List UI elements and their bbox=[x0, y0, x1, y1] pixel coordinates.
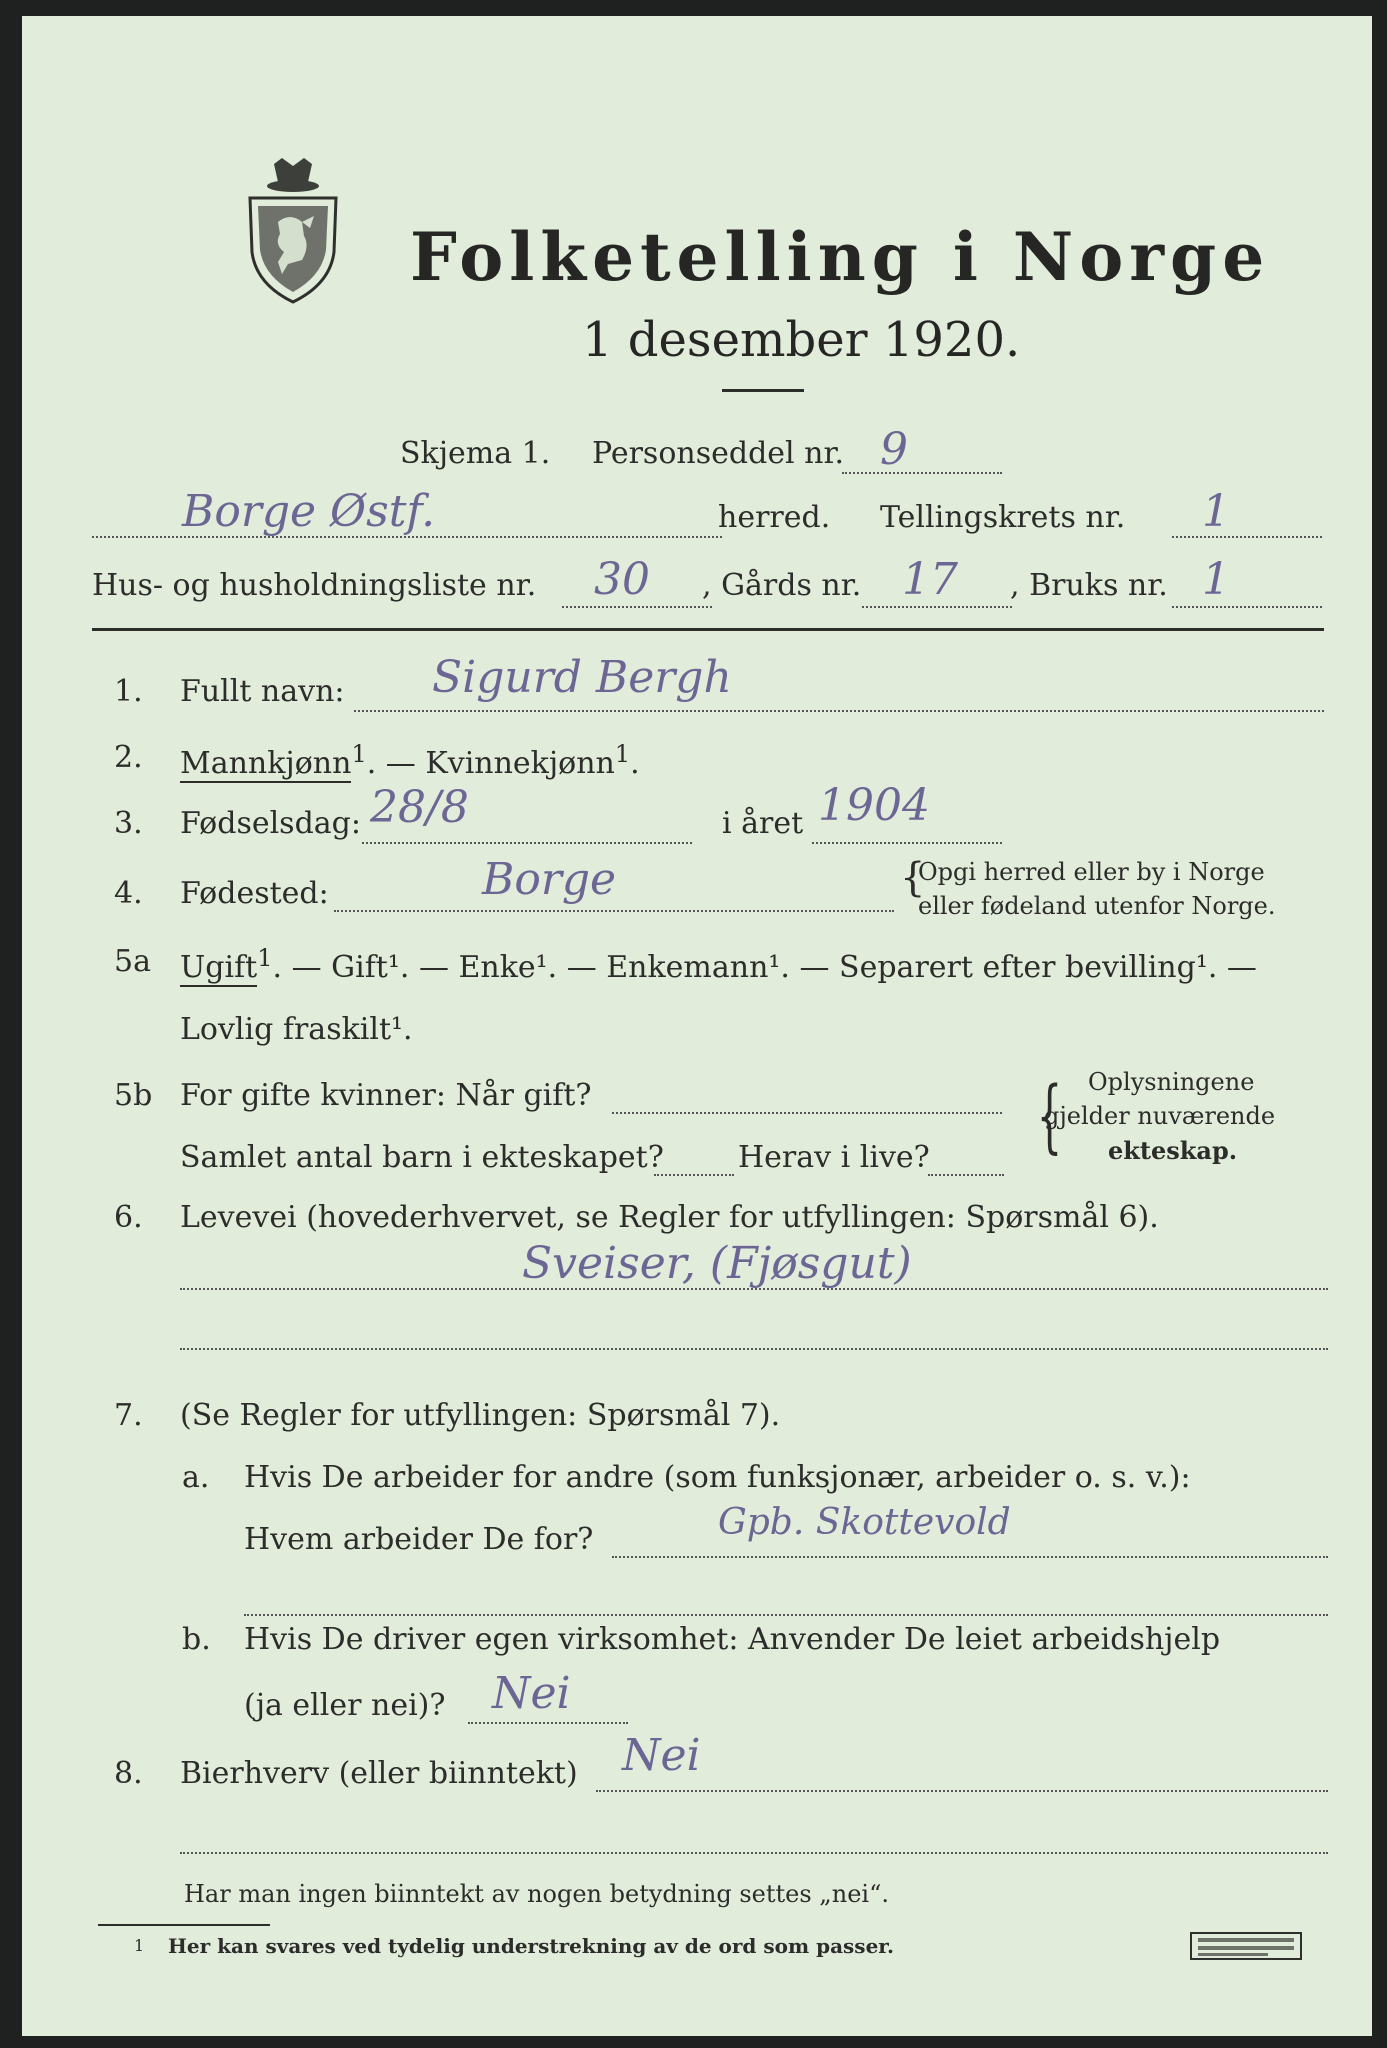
printer-stamp-icon bbox=[1190, 1932, 1302, 1960]
q7b-line2: (ja eller nei)? bbox=[244, 1688, 446, 1723]
q2-female-option: Kvinnekjønn bbox=[425, 746, 615, 781]
q1-answer: Sigurd Bergh bbox=[432, 652, 732, 703]
q4-answer: Borge bbox=[482, 854, 617, 905]
q5b-note-brace: { bbox=[1036, 1069, 1063, 1162]
q7-label: (Se Regler for utfyllingen: Spørsmål 7). bbox=[180, 1398, 781, 1433]
q5a-line2: Lovlig fraskilt¹. bbox=[180, 1012, 413, 1047]
q3-line bbox=[362, 842, 692, 844]
biinntekt-note: Har man ingen biinntekt av nogen betydning settes „nei“. bbox=[184, 1880, 889, 1908]
q3-year-label: i året bbox=[722, 806, 804, 841]
skjema-label: Skjema 1. bbox=[400, 436, 551, 471]
q1-label: Fullt navn: bbox=[180, 674, 345, 709]
q7-number: 7. bbox=[114, 1398, 143, 1433]
q4-note-line1: Opgi herred eller by i Norge bbox=[918, 858, 1265, 886]
q7b-line1: Hvis De driver egen virksomhet: Anvender De leiet arbeidshjelp bbox=[244, 1622, 1221, 1657]
q7a-answer-line bbox=[612, 1556, 1328, 1558]
q1-line bbox=[354, 710, 1324, 712]
q5b-line1-dots bbox=[612, 1112, 1002, 1114]
header-rule bbox=[92, 628, 1324, 631]
q5a-number: 5a bbox=[114, 944, 151, 979]
tellingskrets-label: Tellingskrets nr. bbox=[880, 500, 1126, 535]
q5b-line2a: Samlet antal barn i ekteskapet? bbox=[180, 1140, 664, 1175]
q6-label: Levevei (hovederhvervet, se Regler for utfyllingen: Spørsmål 6). bbox=[180, 1200, 1159, 1235]
q8-answer-line bbox=[596, 1790, 1328, 1792]
title-divider bbox=[722, 389, 804, 392]
q8-number: 8. bbox=[114, 1756, 143, 1791]
q4-note-brace: { bbox=[900, 855, 926, 901]
gards-value: 17 bbox=[902, 554, 958, 605]
q7a-line1: Hvis De arbeider for andre (som funksjonær, arbeider o. s. v.): bbox=[244, 1460, 1191, 1495]
bruks-value: 1 bbox=[1202, 554, 1230, 605]
q7b-answer-line bbox=[468, 1722, 628, 1724]
q5b-line2a-dots bbox=[654, 1174, 734, 1176]
q5b-line1: For gifte kvinner: Når gift? bbox=[180, 1078, 592, 1113]
q5b-note3: ekteskap. bbox=[1108, 1136, 1238, 1165]
q5a-options bbox=[180, 944, 1257, 985]
q2-male-option: Mannkjønn bbox=[180, 746, 352, 781]
footnote-rule bbox=[98, 1924, 270, 1926]
q3-answer: 28/8 bbox=[370, 782, 469, 833]
tellingskrets-line bbox=[1172, 536, 1322, 538]
footnote-number: 1 bbox=[134, 1936, 145, 1955]
q2-options bbox=[180, 740, 640, 781]
q2-end: . bbox=[630, 746, 640, 781]
q7a-letter: a. bbox=[182, 1460, 210, 1495]
personseddel-value: 9 bbox=[880, 424, 908, 475]
census-date: 1 desember 1920. bbox=[582, 312, 1021, 368]
q6-answer: Sveiser, (Fjøsgut) bbox=[522, 1238, 912, 1289]
gards-label: , Gårds nr. bbox=[702, 568, 862, 603]
gards-line bbox=[862, 606, 1012, 608]
q2-sup-1: 1 bbox=[351, 740, 367, 768]
q4-label: Fødested: bbox=[180, 876, 329, 911]
hus-label: Hus- og husholdningsliste nr. bbox=[92, 568, 537, 603]
q2-number: 2. bbox=[114, 740, 143, 775]
q8-extra-line bbox=[180, 1852, 1328, 1854]
q5b-line2b-dots bbox=[928, 1174, 1004, 1176]
bruks-label: , Bruks nr. bbox=[1010, 568, 1168, 603]
footnote-text: Her kan svares ved tydelig understrekning av de ord som passer. bbox=[168, 1934, 894, 1958]
q8-answer: Nei bbox=[622, 1730, 701, 1781]
q5b-note1: Oplysningene bbox=[1088, 1068, 1255, 1096]
q6-extra-line bbox=[180, 1348, 1328, 1350]
q5b-number: 5b bbox=[114, 1078, 153, 1113]
q2-separator: . — bbox=[366, 746, 426, 781]
q2-sup-2: 1 bbox=[614, 740, 631, 768]
q5a-sup: 1 bbox=[257, 944, 273, 972]
q3-label: Fødselsdag: bbox=[180, 806, 361, 841]
bruks-line bbox=[1172, 606, 1322, 608]
census-form bbox=[22, 16, 1372, 2036]
q4-number: 4. bbox=[114, 876, 143, 911]
q5a-ugift-option: Ugift bbox=[180, 950, 258, 985]
q5b-line2b: Herav i live? bbox=[738, 1140, 930, 1175]
personseddel-line bbox=[842, 472, 1002, 474]
q1-number: 1. bbox=[114, 674, 143, 709]
q7b-answer: Nei bbox=[492, 1668, 571, 1719]
q5b-note2: gjelder nuværende bbox=[1044, 1102, 1276, 1130]
q4-line bbox=[334, 910, 894, 912]
q5a-other-options: . — Gift¹. — Enke¹. — Enkemann¹. — Separert efter bevilling¹. — bbox=[272, 950, 1257, 985]
herred-value: Borge Østf. bbox=[182, 486, 436, 537]
q6-number: 6. bbox=[114, 1200, 143, 1235]
q3-year-answer: 1904 bbox=[818, 780, 930, 831]
tellingskrets-value: 1 bbox=[1202, 486, 1230, 537]
q7b-letter: b. bbox=[182, 1622, 211, 1657]
q3-year-line bbox=[812, 842, 1002, 844]
hus-value: 30 bbox=[594, 554, 650, 605]
personseddel-label: Personseddel nr. bbox=[592, 436, 845, 471]
q3-number: 3. bbox=[114, 806, 143, 841]
q8-label: Bierhverv (eller biinntekt) bbox=[180, 1756, 578, 1791]
q7a-extra-line bbox=[244, 1614, 1328, 1616]
q7a-answer: Gpb. Skottevold bbox=[718, 1502, 1011, 1543]
q7a-line2: Hvem arbeider De for? bbox=[244, 1522, 594, 1557]
coat-of-arms-icon bbox=[244, 156, 342, 306]
form-title: Folketelling i Norge bbox=[410, 218, 1271, 296]
q4-note-line2: eller fødeland utenfor Norge. bbox=[918, 892, 1276, 920]
hus-line bbox=[562, 606, 712, 608]
herred-label: herred. bbox=[718, 500, 831, 535]
